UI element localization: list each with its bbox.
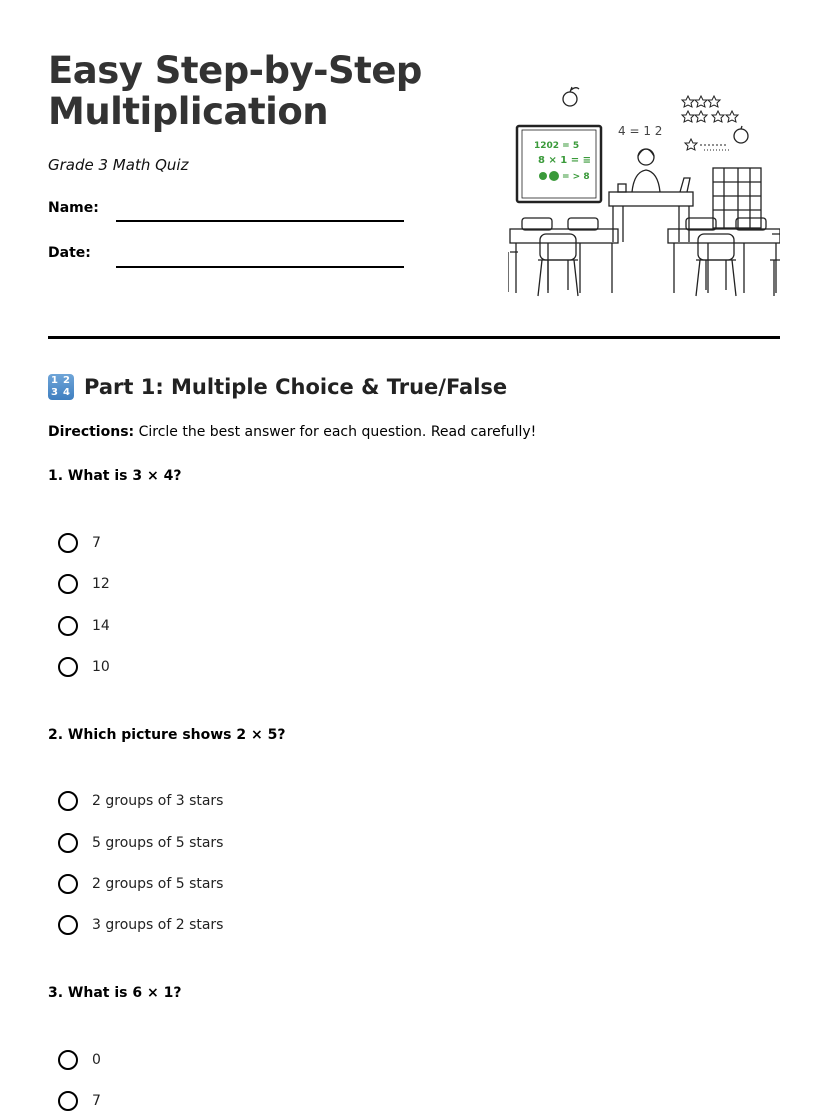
option-label: 7 [92,1093,101,1109]
board-line-3: = > 8 [562,172,590,182]
q1-option-d[interactable] [58,655,110,679]
radio-button[interactable] [58,574,78,594]
q3-option-a[interactable] [58,1048,101,1072]
q3-option-b[interactable] [58,1089,101,1113]
q1-option-a[interactable] [58,531,101,555]
directions-label: Directions: [48,424,135,440]
title-line-2: Multiplication [48,90,329,133]
radio-button[interactable] [58,1091,78,1111]
student-desks [510,218,780,293]
name-field[interactable] [116,220,404,222]
option-label: 3 groups of 2 stars [92,917,224,933]
subtitle: Grade 3 Math Quiz [48,156,189,174]
part-1-heading [48,374,507,400]
date-field[interactable] [116,266,404,268]
board-line-2: 8 × 1 = ≡ [538,155,591,166]
page-title [48,50,422,132]
q2-option-d[interactable] [58,913,223,937]
teacher-figure [632,149,660,192]
name-label: Name: [48,200,99,216]
board-line-1: 1202 = 5 [534,141,580,151]
number-keypad-icon: 1 2 3 4 [48,374,74,400]
q1-option-b[interactable] [58,572,110,596]
radio-button[interactable] [58,791,78,811]
option-label: 14 [92,618,110,634]
title-line-1: Easy Step-by-Step [48,49,422,92]
radio-button[interactable] [58,657,78,677]
q2-option-c[interactable] [58,872,223,896]
question-3: 3. What is 6 × 1? [48,985,182,1001]
option-label: 10 [92,659,110,675]
q2-option-b[interactable] [58,831,223,855]
question-1: 1. What is 3 × 4? [48,468,182,484]
option-label: 2 groups of 5 stars [92,876,224,892]
question-2: 2. Which picture shows 2 × 5? [48,727,286,743]
option-label: 0 [92,1052,101,1068]
option-label: 12 [92,576,110,592]
option-label: 7 [92,535,101,551]
teacher-desk [609,178,693,242]
wall-equation: 4 = 1 2 [618,124,663,138]
directions-text: Circle the best answer for each question. Read carefully! [134,424,537,440]
radio-button[interactable] [58,915,78,935]
option-label: 2 groups of 3 stars [92,793,224,809]
option-label: 5 groups of 5 stars [92,835,224,851]
q2-option-a[interactable] [58,789,223,813]
part-1-title: Part 1: Multiple Choice & True/False [84,375,508,399]
radio-button[interactable] [58,874,78,894]
directions [48,424,536,440]
radio-button[interactable] [58,533,78,553]
radio-button[interactable] [58,833,78,853]
q1-option-c[interactable] [58,614,110,638]
radio-button[interactable] [58,616,78,636]
section-divider [48,336,780,339]
stars-icon [682,96,738,150]
classroom-illustration [508,84,780,306]
date-label: Date: [48,245,91,261]
radio-button[interactable] [58,1050,78,1070]
apple-icon [563,87,579,106]
